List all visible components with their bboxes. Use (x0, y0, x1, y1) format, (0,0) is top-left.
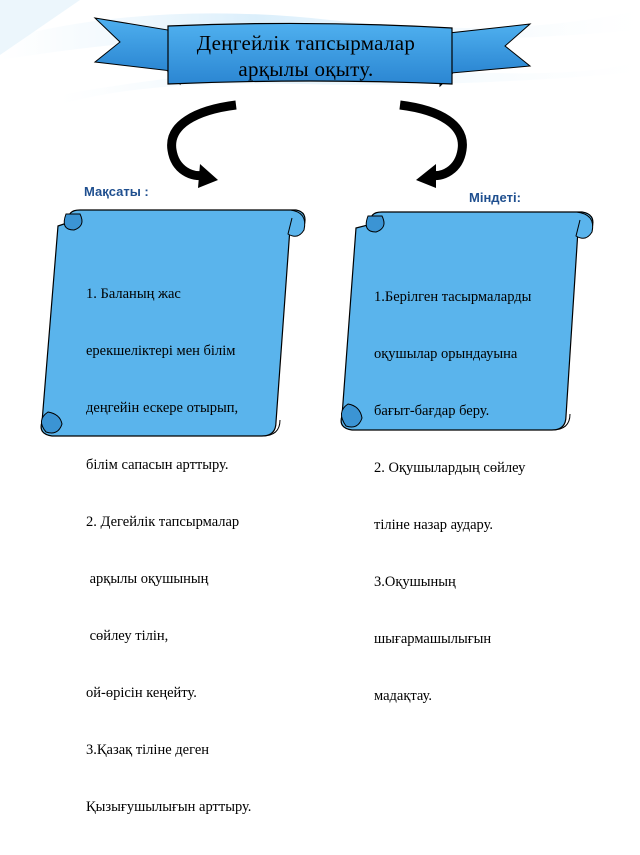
tasks-line: 2. Оқушылардың сөйлеу (374, 460, 526, 476)
goals-line: 1. Баланың жас (86, 286, 181, 302)
title-line-1: Деңгейлік тапсырмалар (196, 31, 416, 55)
tasks-line: бағыт-бағдар беру. (374, 403, 490, 419)
goals-line: Қызығушылығын арттыру. (86, 799, 252, 815)
goals-line: ой-өрісін кеңейту. (86, 685, 197, 701)
curved-arrow-left-icon (172, 105, 236, 188)
goals-line: 3.Қазақ тіліне деген (86, 742, 210, 758)
goals-line: сөйлеу тілін, (86, 628, 169, 644)
tasks-line: тіліне назар аудару. (374, 517, 494, 533)
tasks-list (374, 250, 531, 744)
tasks-line: 3.Оқушының (374, 574, 456, 590)
goals-line: ерекшеліктері мен білім (86, 343, 236, 359)
tasks-line: шығармашылығын (374, 631, 492, 647)
page-title (168, 30, 444, 82)
tasks-label: Міндеті: (469, 190, 521, 205)
tasks-line: мадақтау. (374, 688, 433, 704)
goals-list (86, 247, 251, 855)
goals-line: 2. Дегейлік тапсырмалар (86, 514, 240, 530)
tasks-line: оқушылар орындауына (374, 346, 518, 362)
goals-label: Мақсаты : (84, 184, 149, 199)
tasks-line: 1.Берілген тасырмаларды (374, 289, 532, 305)
curved-arrow-right-icon (400, 105, 462, 188)
title-line-2: арқылы оқыту. (238, 57, 374, 81)
goals-line: арқылы оқушының (86, 571, 209, 587)
goals-line: білім сапасын арттыру. (86, 457, 229, 473)
goals-line: деңгейін ескере отырып, (86, 400, 239, 416)
